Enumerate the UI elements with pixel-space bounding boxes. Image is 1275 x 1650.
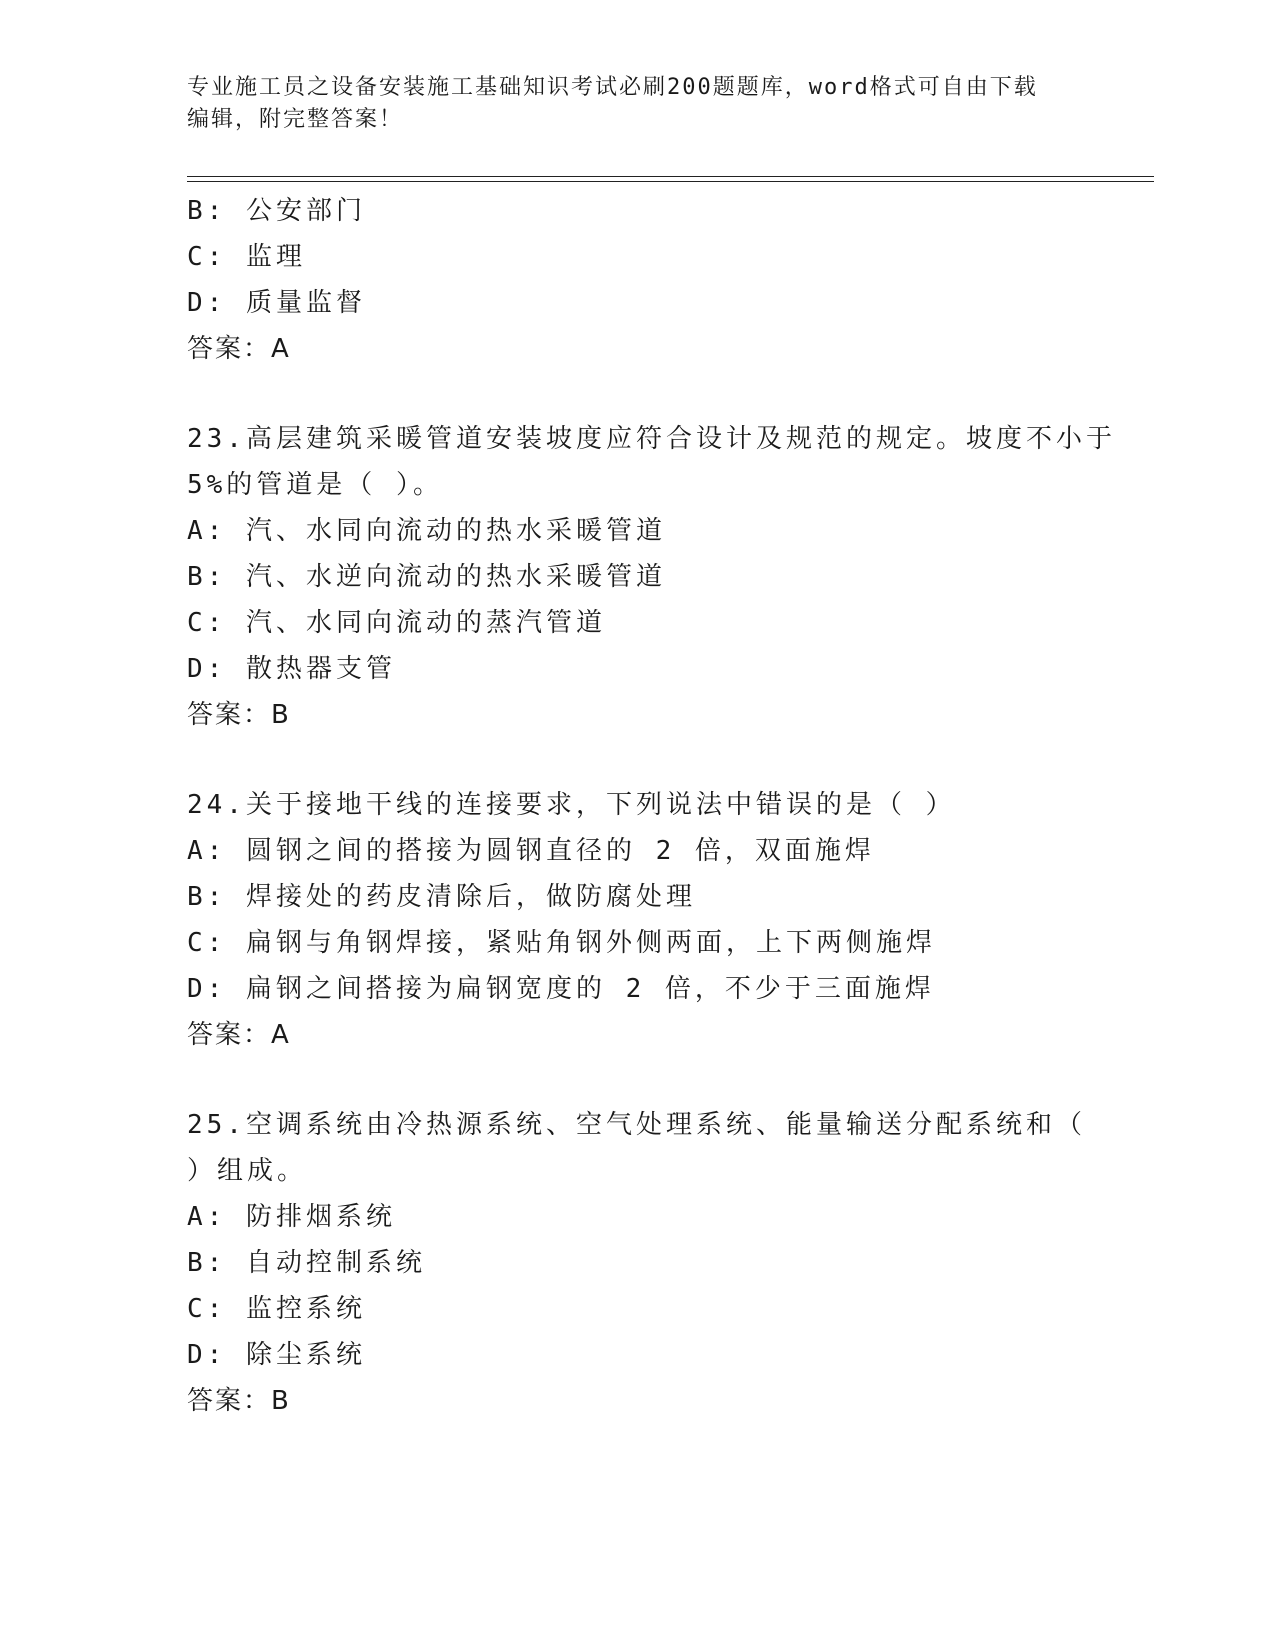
question-gap (187, 372, 1107, 416)
option-a: A: 汽、水同向流动的热水采暖管道 (187, 516, 666, 546)
answer-line: 答案：B (187, 700, 291, 730)
question-stem-continued: 5%的管道是（ ）。 (187, 470, 443, 500)
question-gap (187, 738, 1107, 782)
option-c: C: 汽、水同向流动的蒸汽管道 (187, 608, 606, 638)
option-c: C: 监控系统 (187, 1294, 366, 1324)
option-d: D: 散热器支管 (187, 654, 396, 684)
answer-line: 答案：B (187, 1386, 291, 1416)
question-24 (187, 782, 1107, 1058)
option-a: A: 防排烟系统 (187, 1202, 396, 1232)
question-stem: 23.高层建筑采暖管道安装坡度应符合设计及规范的规定。坡度不小于 (187, 424, 1116, 454)
document-header (187, 72, 1067, 136)
option-c: C: 扁钢与角钢焊接，紧贴角钢外侧两面，上下两侧施焊 (187, 928, 936, 958)
option-a: A: 圆钢之间的搭接为圆钢直径的 2 倍，双面施焊 (187, 836, 875, 866)
option-d: D: 质量监督 (187, 288, 366, 318)
answer-line: 答案：A (187, 1020, 291, 1050)
option-b: B: 焊接处的药皮清除后，做防腐处理 (187, 882, 696, 912)
option-b: B: 汽、水逆向流动的热水采暖管道 (187, 562, 666, 592)
header-line-2: 编辑，附完整答案！ (187, 107, 404, 132)
question-23 (187, 416, 1116, 738)
question-22-continued (187, 188, 1107, 372)
option-d: D: 扁钢之间搭接为扁钢宽度的 2 倍，不少于三面施焊 (187, 974, 935, 1004)
question-stem-continued: ）组成。 (187, 1156, 308, 1186)
question-list (187, 188, 1116, 1424)
question-stem: 24.关于接地干线的连接要求，下列说法中错误的是（ ） (187, 790, 956, 820)
header-line-1: 专业施工员之设备安装施工基础知识考试必刷200题题库，word格式可自由下载 (187, 75, 1038, 100)
question-25 (187, 1102, 1107, 1424)
question-gap (187, 1058, 1107, 1102)
header-divider-bottom (187, 181, 1154, 182)
answer-line: 答案：A (187, 334, 291, 364)
option-c: C: 监理 (187, 242, 306, 272)
header-divider-top (187, 176, 1154, 177)
option-d: D: 除尘系统 (187, 1340, 366, 1370)
option-b: B: 公安部门 (187, 196, 366, 226)
option-b: B: 自动控制系统 (187, 1248, 426, 1278)
question-stem: 25.空调系统由冷热源系统、空气处理系统、能量输送分配系统和（ (187, 1110, 1086, 1140)
